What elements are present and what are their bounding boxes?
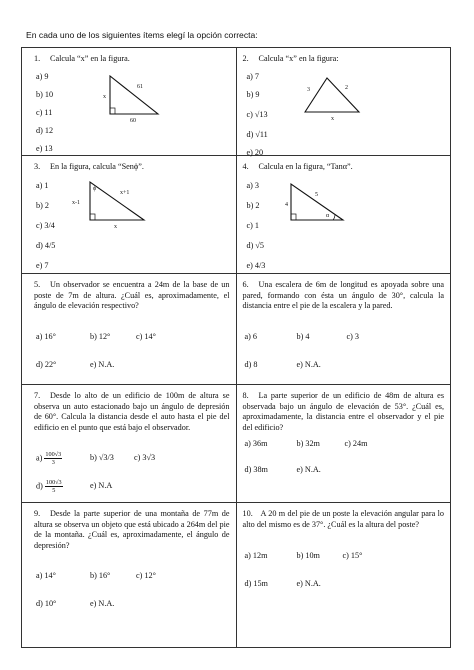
option-a[interactable]: a) 16° [36,332,56,341]
question-1-title: Calcula “x” en la figura. [50,54,130,63]
question-6-title: Una escalera de 6m de longitud es apoyada sobre una pared, formando con ésta un ángulo de 30°, calcula la distancia entre el pie de la escalera y la pared. [242,280,444,310]
option-c[interactable]: c) 15° [342,551,363,560]
option-c[interactable]: c) 12° [136,571,156,580]
option-e[interactable]: e) N.A [90,481,113,490]
option-a[interactable]: a) 14° [36,571,56,580]
option-b[interactable]: b) 10 [36,90,54,99]
option-c[interactable]: c) √13 [246,110,268,119]
option-e[interactable]: e) N.A. [296,465,321,474]
question-4-cell [236,156,451,274]
option-c[interactable]: c) 1 [246,221,260,230]
option-c[interactable]: c) 3/4 [36,221,55,230]
question-number: 6. [242,280,249,289]
option-b[interactable]: b) 4 [296,332,310,341]
label-angle: α [325,213,329,219]
option-b[interactable]: b) 12° [90,332,111,341]
option-a[interactable]: a) 6 [244,332,258,341]
question-8-title: La parte superior de un edificio de 48m de altura es observada bajo un ángulo de elevación de 53°. ¿Cuál es, aproximadamente, la distancia entre el observador y el pie del edificio? [242,391,444,432]
option-d[interactable]: d) 22° [36,360,57,369]
question-6-cell [236,274,451,385]
option-e[interactable]: e) 4/3 [246,261,266,270]
option-d[interactable]: d) √5 [246,241,264,250]
fraction: $\frac{100√3}{5}$ [45,479,62,494]
label-base: x [330,116,334,122]
option-a[interactable]: a) 9 [36,72,49,81]
question-number: 4. [242,162,249,171]
question-number: 9. [34,509,41,518]
option-d[interactable]: d) 12 [36,126,54,135]
question-4-title: Calcula en la figura, “Tanα”. [258,162,353,171]
option-d[interactable]: d) 38m [244,465,268,474]
option-c[interactable]: c) 14° [136,332,156,341]
label-side: 4 [284,202,288,208]
label-right: 2 [344,85,348,91]
triangle-figure [299,68,379,122]
label-hyp: 61 [137,84,143,90]
option-b[interactable]: b) 10m [296,551,320,560]
label-hyp: 5 [314,192,318,198]
option-c[interactable]: c) 3√3 [134,453,156,462]
question-10-cell [236,503,451,648]
label-side: x [103,94,106,100]
question-number: 3. [34,162,41,171]
option-d[interactable]: d) √11 [246,130,268,139]
option-b[interactable]: b) 32m [296,439,320,448]
question-9-cell [22,503,237,648]
question-2-title: Calcula “x” en la figura: [258,54,339,63]
question-number: 8. [242,391,249,400]
option-d[interactable]: d) $\frac{100√3}{5}$ [36,479,62,494]
option-d[interactable]: d) 10° [36,599,57,608]
question-7-title: Desde lo alto de un edificio de 100m de altura se observa un auto estacionado bajo un ángulo de depresión de 60°. Calcula la distancia desde el auto hasta el pie del edificio en el punto que está bajo el observador. [34,391,230,432]
option-e[interactable]: e) 7 [36,261,49,270]
question-number: 7. [34,391,41,400]
question-number: 1. [34,54,41,63]
right-triangle-figure [285,176,365,226]
question-5-cell [22,274,237,385]
option-e[interactable]: e) N.A. [90,599,115,608]
option-a[interactable]: a) 1 [36,181,49,190]
question-9-title: Desde la parte superior de una montaña de 77m de altura se observa un objeto que está ubicado a 264m del pie de la montaña. ¿Cuál es, aproximadamente, el ángulo de depresión? [34,509,230,550]
option-b[interactable]: b) 2 [36,201,49,210]
question-3-cell [22,156,237,274]
option-e[interactable]: e) N.A. [296,360,321,369]
question-2-cell [236,48,451,156]
option-b[interactable]: b) √3/3 [90,453,114,462]
fraction: $\frac{100√3}{3}$ [45,451,62,466]
question-3-title: En la figura, calcula “Senϕ”. [50,162,144,171]
question-8-cell [236,385,451,503]
option-e[interactable]: e) N.A. [90,360,115,369]
option-a[interactable]: a) 12m [244,551,268,560]
label-hyp: x+1 [120,190,130,196]
questions-grid [21,47,451,648]
option-a[interactable]: a) 3 [246,181,260,190]
question-10-title: A 20 m del pie de un poste la elevación angular para lo alto del mismo es de 37°. ¿Cuál es la altura del poste? [242,509,444,529]
label-base: 60 [130,118,136,124]
option-d[interactable]: d) 8 [244,360,258,369]
question-number: 5. [34,280,41,289]
option-e[interactable]: e) 20 [246,148,264,157]
option-c[interactable]: c) 3 [346,332,360,341]
question-1-cell [22,48,237,156]
option-b[interactable]: b) 2 [246,201,260,210]
option-a[interactable]: a) 36m [244,439,268,448]
option-b[interactable]: b) 16° [90,571,111,580]
label-left: 3 [306,87,310,93]
label-angle: ϕ [93,186,97,192]
option-b[interactable]: b) 9 [246,90,260,99]
option-a[interactable]: a) 7 [246,72,260,81]
question-5-title: Un observador se encuentra a 24m de la base de un poste de 7m de altura. ¿Cuál es, aproximadamente, el ángulo de elevación respectivo? [34,280,230,310]
label-base: x [114,224,117,230]
option-c[interactable]: c) 24m [344,439,368,448]
right-triangle-figure [72,176,174,230]
option-a[interactable]: a) $\frac{100√3}{3}$ [36,451,62,466]
question-7-cell [22,385,237,503]
question-number: 2. [242,54,249,63]
option-c[interactable]: c) 11 [36,108,53,117]
instruction-text: En cada uno de los siguientes ítems elegí la opción correcta: [26,30,258,40]
label-side: x-1 [72,200,80,206]
option-d[interactable]: d) 4/5 [36,241,56,250]
right-triangle-figure [103,70,184,124]
option-e[interactable]: e) 13 [36,144,53,153]
option-d[interactable]: d) 15m [244,579,268,588]
question-number: 10. [242,509,253,518]
option-e[interactable]: e) N.A. [296,579,321,588]
